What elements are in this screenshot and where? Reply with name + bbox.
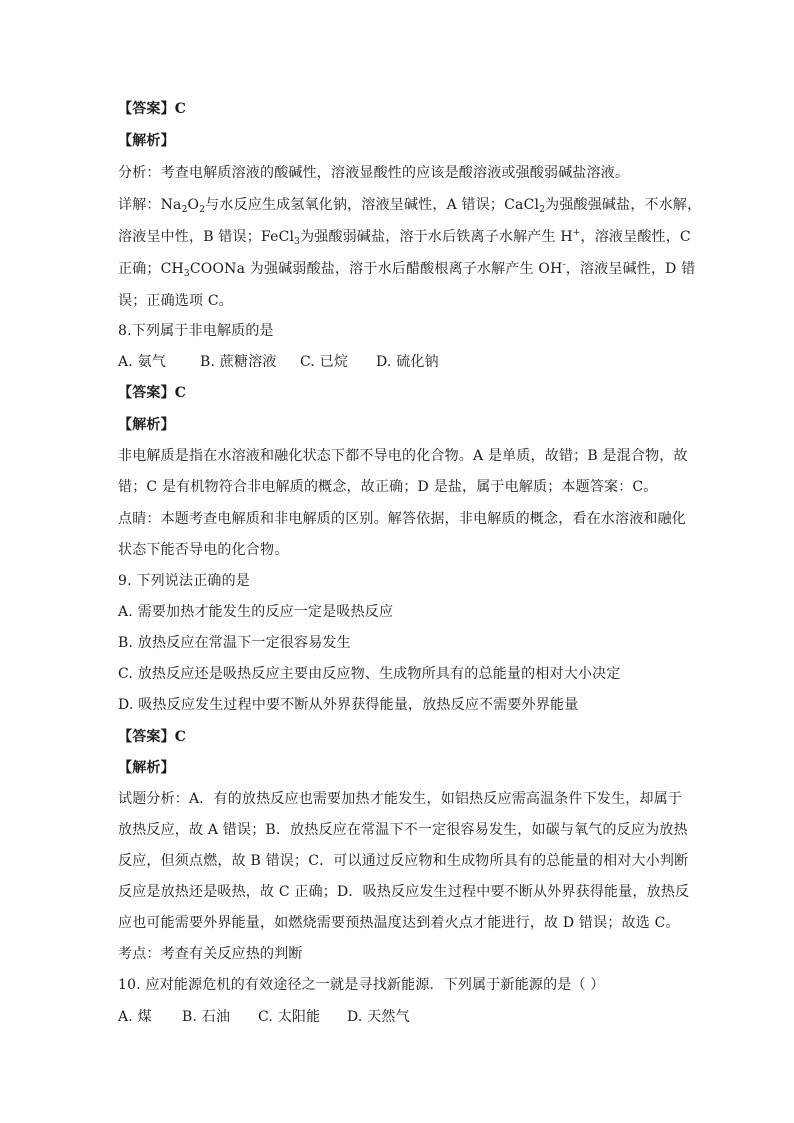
q10-option-c: C. 太阳能 [258,1009,321,1025]
q9-answer: 【答案】C [118,729,187,745]
q9-analysis-line-2: 放热反应，故 A 错误；B．放热反应在常温下不一定很容易发生，如碳与氧气的反应为放热 [118,822,688,838]
q9-analysis-line-5: 应也可能需要外界能量，如燃烧需要预热温度达到着火点才能进行，故 D 错误；故选 C。 [118,915,680,931]
q9-option-d: D. 吸热反应发生过程中要不断从外界获得能量，放热反应不需要外界能量 [118,697,579,713]
q7-fenxi: 分析：考查电解质溶液的酸碱性，溶液显酸性的应该是酸溶液或强酸弱碱盐溶液。 [118,165,630,181]
q9-option-c: C. 放热反应还是吸热反应主要由反应物、生成物所具有的总能量的相对大小决定 [118,666,621,682]
q8-option-c: C. 已烷 [300,354,349,370]
q8-tip-line-2: 状态下能否导电的化合物。 [118,542,289,558]
q8-tip-line-1: 点睛：本题考查电解质和非电解质的区别。解答依据，非电解质的概念，看在水溶液和融化 [118,511,686,527]
q9-analysis-line-3: 反应，但须点燃，故 B 错误；C．可以通过反应物和生成物所具有的总能量的相对大小判断 [118,853,689,869]
q7-detail-line-2: 溶液呈中性，B 错误；FeCl$_3$为强酸弱碱盐，溶于水后铁离子水解产生 H+，溶液呈酸性，C [118,228,691,247]
q8-stem: 8.下列属于非电解质的是 [118,323,274,339]
q7-answer: 【答案】C [118,101,187,117]
q10-option-a: A. 煤 [118,1009,152,1025]
q8-option-d: D. 硫化钠 [376,354,439,370]
q9-analysis-line-4: 反应是放热还是吸热，故 C 正确；D．吸热反应发生过程中要不断从外界获得能量，放热反 [118,884,690,900]
q8-analysis-line-1: 非电解质是指在水溶液和融化状态下都不导电的化合物。A 是单质，故错；B 是混合物，故 [118,448,688,464]
q10-option-b: B. 石油 [182,1009,231,1025]
q9-analysis-line-1: 试题分析：A．有的放热反应也需要加热才能发生，如铝热反应需高温条件下发生，却属于 [118,791,683,807]
q7-analysis-title: 【解析】 [118,133,175,149]
q8-option-b: B. 蔗糖溶液 [200,354,277,370]
q7-detail-line-1: 详解：$Na_2O_2$与水反应生成氢氧化钠，溶液呈碱性，A 错误；CaCl$_2$为强酸强碱盐，不水解， [118,197,702,215]
q9-option-b: B. 放热反应在常温下一定很容易发生 [118,635,351,651]
q10-stem: 10. 应对能源危机的有效途径之一就是寻找新能源．下列属于新能源的是（ ） [118,977,605,993]
q10-option-d: D. 天然气 [347,1009,410,1025]
q9-analysis-title: 【解析】 [118,760,175,776]
q8-option-a: A. 氨气 [118,354,167,370]
q7-detail-line-4: 误；正确选项 C。 [118,293,233,309]
q8-options [118,352,439,372]
q8-analysis-title: 【解析】 [118,417,175,433]
q7-detail-line-3: 正确；$CH_3COONa$ 为强碱弱酸盐，溶于水后醋酸根离子水解产生 OH-，溶液呈碱性，D 错 [118,260,696,279]
q9-kaodian: 考点：考查有关反应热的判断 [118,946,303,962]
q9-stem: 9. 下列说法正确的是 [118,573,251,589]
q9-option-a: A. 需要加热才能发生的反应一定是吸热反应 [118,604,394,620]
q8-analysis-line-2: 错；C 是有机物符合非电解质的概念，故正确；D 是盐，属于电解质；本题答案：C。 [118,479,658,495]
q10-options [118,1007,410,1027]
q8-answer: 【答案】C [118,385,187,401]
